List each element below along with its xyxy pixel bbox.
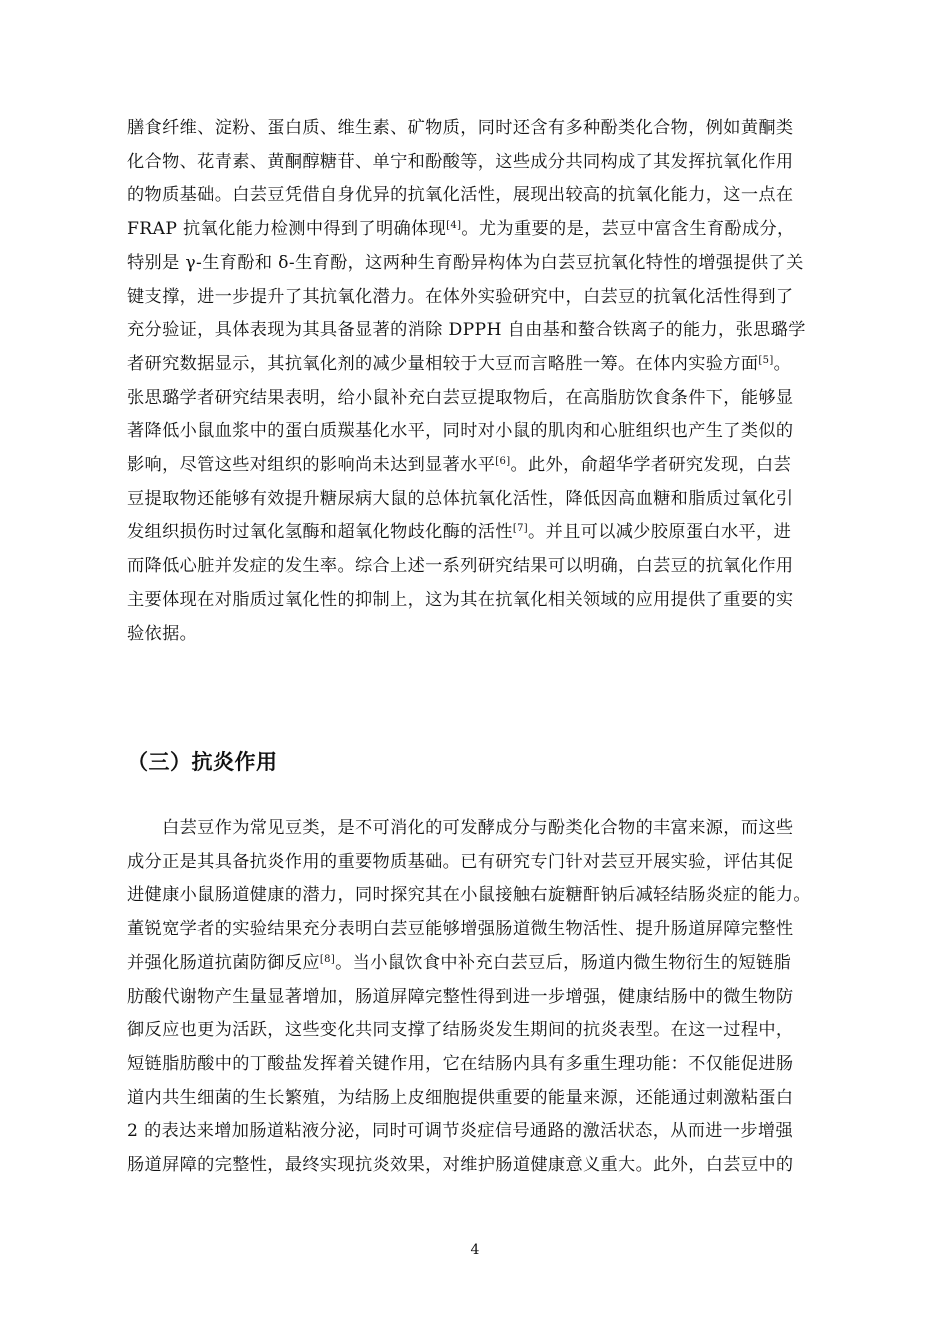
text-line: 著降低小鼠血浆中的蛋白质羰基化水平，同时对小鼠的肌肉和心脏组织也产生了类似的: [127, 421, 794, 442]
text-line: 验依据。: [127, 623, 198, 644]
text-line: 发组织损伤时过氧化氢酶和超氧化物歧化酶的活性[7]。并且可以减少胶原蛋白水平，进: [127, 522, 792, 543]
text-line: FRAP 抗氧化能力检测中得到了明确体现[4]。尤为重要的是，芸豆中富含生育酚成分，: [127, 219, 795, 240]
text-line: 道内共生细菌的生长繁殖，为结肠上皮细胞提供重要的能量来源，还能通过刺激粘蛋白: [127, 1087, 794, 1108]
text-line: 者研究数据显示，其抗氧化剂的减少量相较于大豆而言略胜一筹。在体内实验方面[5]。: [127, 353, 792, 374]
text-line: 肪酸代谢物产生量显著增加，肠道屏障完整性得到进一步增强，健康结肠中的微生物防: [127, 986, 794, 1007]
text-line: 主要体现在对脂质过氧化性的抑制上，这为其在抗氧化相关领域的应用提供了重要的实: [127, 589, 794, 610]
citation-marker: [7]: [512, 523, 529, 535]
text-line: 的物质基础。白芸豆凭借自身优异的抗氧化活性，展现出较高的抗氧化能力，这一点在: [127, 185, 794, 206]
text-line: 而降低心脏并发症的发生率。综合上述一系列研究结果可以明确，白芸豆的抗氧化作用: [127, 556, 794, 577]
paragraph-anti-inflammatory: [127, 812, 827, 1183]
text-line: 肠道屏障的完整性，最终实现抗炎效果，对维护肠道健康意义重大。此外，白芸豆中的: [127, 1155, 794, 1176]
text-line: 2 的表达来增加肠道粘液分泌，同时可调节炎症信号通路的激活状态，从而进一步增强: [127, 1121, 793, 1142]
text-line: 特别是 γ-生育酚和 δ-生育酚，这两种生育酚异构体为白芸豆抗氧化特性的增强提供了关: [127, 252, 804, 273]
text-line: 进健康小鼠肠道健康的潜力，同时探究其在小鼠接触右旋糖酐钠后减轻结肠炎症的能力。: [127, 885, 811, 906]
text-line: 充分验证，具体表现为其具备显著的消除 DPPH 自由基和螯合铁离子的能力，张思璐学: [127, 320, 806, 341]
citation-marker: [4]: [446, 220, 462, 232]
text-line: 成分正是其具备抗炎作用的重要物质基础。已有研究专门针对芸豆开展实验，评估其促: [127, 851, 794, 872]
citation-marker: [5]: [758, 354, 774, 366]
page-number: 4: [470, 1242, 480, 1258]
section-heading-anti-inflammatory: （三）抗炎作用: [127, 750, 278, 774]
text-line: 键支撑，进一步提升了其抗氧化潜力。在体外实验研究中，白芸豆的抗氧化活性得到了: [127, 286, 794, 307]
text-line: 张思璐学者研究结果表明，给小鼠补充白芸豆提取物后，在高脂肪饮食条件下，能够显: [127, 387, 794, 408]
citation-marker: [8]: [319, 953, 336, 965]
text-line: 化合物、花青素、黄酮醇糖苷、单宁和酚酸等，这些成分共同构成了其发挥抗氧化作用: [127, 151, 794, 172]
text-line: 短链脂肪酸中的丁酸盐发挥着关键作用，它在结肠内具有多重生理功能：不仅能促进肠: [127, 1053, 794, 1074]
paragraph-antioxidant: [127, 112, 827, 651]
text-line: 御反应也更为活跃，这些变化共同支撑了结肠炎发生期间的抗炎表型。在这一过程中，: [127, 1020, 794, 1041]
text-line: 膳食纤维、淀粉、蛋白质、维生素、矿物质，同时还含有多种酚类化合物，例如黄酮类: [127, 118, 794, 138]
text-line: 白芸豆作为常见豆类，是不可消化的可发酵成分与酚类化合物的丰富来源，而这些: [127, 818, 794, 838]
text-line: 豆提取物还能够有效提升糖尿病大鼠的总体抗氧化活性，降低因高血糖和脂质过氧化引: [127, 488, 794, 509]
text-line: 并强化肠道抗菌防御反应[8]。当小鼠饮食中补充白芸豆后，肠道内微生物衍生的短链脂: [127, 952, 792, 973]
text-line: 影响，尽管这些对组织的影响尚未达到显著水平[6]。此外，俞超华学者研究发现，白芸: [127, 455, 792, 476]
citation-marker: [6]: [495, 456, 511, 468]
text-line: 董锐宽学者的实验结果充分表明白芸豆能够增强肠道微生物活性、提升肠道屏障完整性: [127, 919, 794, 940]
